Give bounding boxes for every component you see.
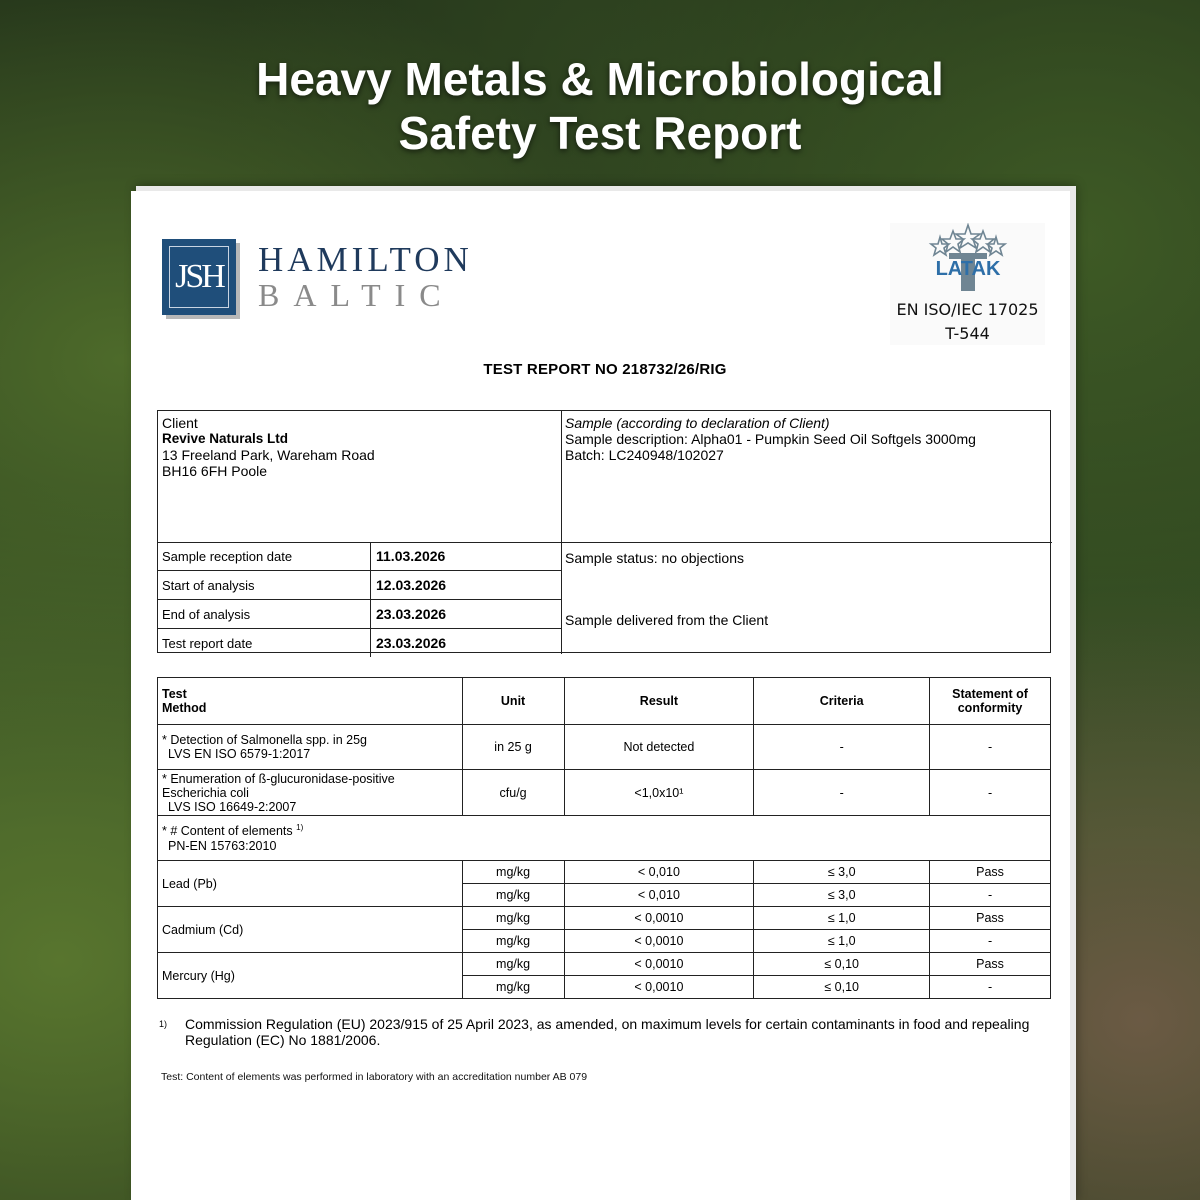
client-info-box — [157, 410, 1051, 653]
sample-description: Sample description: Alpha01 - Pumpkin Seed Oil Softgels 3000mg — [565, 431, 976, 447]
sample-status: Sample status: no objections — [565, 550, 744, 566]
table-row: Mercury (Hg) mg/kg < 0,0010 ≤ 0,10 Pass — [158, 953, 1051, 976]
date-row — [158, 600, 561, 629]
logo-monogram-box — [162, 239, 236, 315]
report-number: TEST REPORT NO 218732/26/RIG — [483, 361, 727, 378]
date-label: Sample reception date — [162, 549, 293, 564]
sample-delivery: Sample delivered from the Client — [565, 612, 769, 628]
header-conformity: Statement of conformity — [930, 678, 1051, 725]
date-value: 11.03.2026 — [376, 548, 446, 564]
headline-line-1: Heavy Metals & Microbiological — [256, 53, 944, 105]
test-note: Test: Content of elements was performed in laboratory with an accreditation number AB 079 — [161, 1071, 588, 1083]
accreditation-code: T-544 — [945, 324, 990, 343]
sample-batch: Batch: LC240948/102027 — [565, 447, 724, 463]
client-label: Client — [162, 415, 198, 431]
header-test-method: Test Method — [158, 678, 463, 725]
accreditation-standard: EN ISO/IEC 17025 — [896, 300, 1039, 319]
client-name: Revive Naturals Ltd — [162, 431, 289, 446]
header-result: Result — [564, 678, 754, 725]
sample-label: Sample (according to declaration of Client) — [565, 415, 830, 431]
date-value: 23.03.2026 — [376, 635, 447, 651]
client-address-1: 13 Freeland Park, Wareham Road — [162, 447, 375, 463]
header-row — [158, 678, 1051, 725]
metal-name: Mercury (Hg) — [158, 953, 463, 999]
logo-line-1: HAMILTON — [258, 240, 473, 279]
table-row: * Detection of Salmonella spp. in 25g LVS EN ISO 6579-1:2017 in 25 g Not detected - - — [158, 725, 1051, 770]
table-row — [158, 816, 1051, 861]
date-row — [158, 629, 561, 657]
sample-block — [565, 415, 976, 463]
date-label: End of analysis — [162, 607, 251, 622]
test-salmonella: * Detection of Salmonella spp. in 25g LVS EN ISO 6579-1:2017 — [158, 725, 463, 770]
table-row: Cadmium (Cd) mg/kg < 0,0010 ≤ 1,0 Pass — [158, 907, 1051, 930]
latak-mark-text: LATAK — [935, 258, 1000, 280]
date-row — [158, 542, 561, 571]
test-elements: * # Content of elements $^{1)}$ PN-EN 15763:2010 — [158, 816, 1051, 861]
date-value: 12.03.2026 — [376, 577, 447, 593]
date-value: 23.03.2026 — [376, 606, 447, 622]
accreditation-block — [890, 223, 1045, 345]
footnote-text: Commission Regulation (EU) 2023/915 of 25 April 2023, as amended, on maximum levels for certain contaminants in food and repealing Regulation (EC) No 1881/2006. — [185, 1016, 1030, 1048]
date-label: Start of analysis — [162, 578, 255, 593]
date-label: Test report date — [162, 636, 253, 651]
test-ecoli: * Enumeration of ß-glucuronidase-positive Escherichia coli LVS ISO 16649-2:2007 — [158, 770, 463, 816]
hamilton-logo — [162, 239, 473, 315]
date-row — [158, 571, 561, 600]
header-criteria: Criteria — [754, 678, 930, 725]
results-table — [157, 677, 1051, 999]
table-row: * Enumeration of ß-glucuronidase-positive Escherichia coli LVS ISO 16649-2:2007 cfu/g <1,0x10¹ - - — [158, 770, 1051, 816]
footnote — [159, 1016, 1049, 1048]
metal-name: Cadmium (Cd) — [158, 907, 463, 953]
table-row: mg/kg < 0,010 ≤ 3,0 - — [158, 884, 1051, 907]
logo-line-2: BALTIC — [258, 277, 455, 313]
logo-monogram: JSH — [169, 246, 229, 308]
metal-name: Lead (Pb) — [158, 861, 463, 907]
latak-logo-icon — [913, 223, 1023, 293]
table-row: mg/kg < 0,0010 ≤ 0,10 - — [158, 976, 1051, 999]
client-block — [162, 415, 375, 479]
headline-line-2: Safety Test Report — [398, 107, 802, 159]
report-document — [131, 191, 1070, 1200]
logo-wordmark — [258, 242, 473, 312]
client-address-2: BH16 6FH Poole — [162, 463, 268, 479]
table-row: mg/kg < 0,0010 ≤ 1,0 - — [158, 930, 1051, 953]
header-unit: Unit — [462, 678, 564, 725]
footnote-mark: 1) — [159, 1019, 168, 1029]
dates-table — [158, 542, 561, 657]
table-row: Lead (Pb) mg/kg < 0,010 ≤ 3,0 Pass — [158, 861, 1051, 884]
headline — [0, 52, 1200, 160]
